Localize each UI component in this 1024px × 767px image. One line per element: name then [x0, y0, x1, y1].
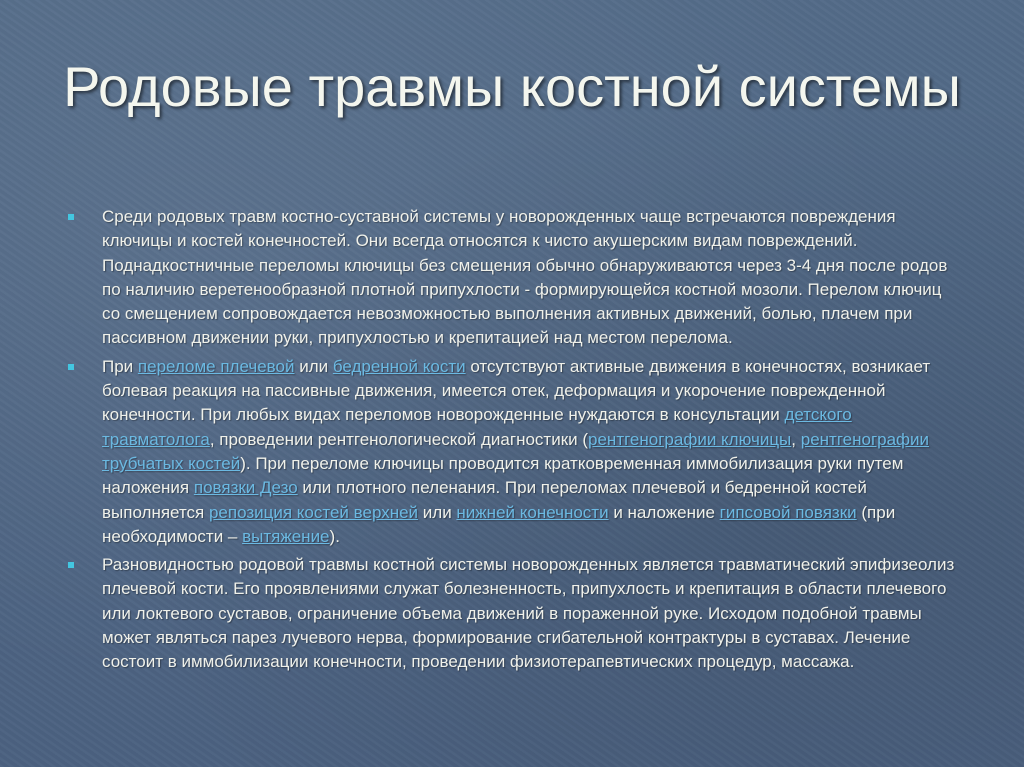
slide-title: Родовые травмы костной системы	[63, 55, 961, 118]
link-humerus-fracture[interactable]: переломе плечевой	[137, 356, 295, 376]
link-clavicle-xray[interactable]: рентгенографии ключицы	[588, 429, 792, 449]
bullet-text: и наложение	[608, 502, 720, 522]
square-bullet-icon	[68, 364, 74, 370]
link-desault-bandage[interactable]: повязки Дезо	[193, 478, 298, 498]
bullet-text: или	[294, 356, 333, 376]
bullet-item-2	[60, 355, 960, 549]
link-lower-limb[interactable]: нижней конечности	[456, 502, 609, 522]
bullet-item-1	[60, 205, 960, 351]
link-pediatric-traumatologist[interactable]: детского травматолога	[102, 405, 852, 449]
bullet-item-3	[60, 553, 960, 674]
bullet-text: ).	[329, 526, 340, 546]
bullet-text: (при необходимости –	[102, 502, 896, 546]
square-bullet-icon	[68, 562, 74, 568]
bullet-text: Разновидностью родовой травмы костной системы новорожденных является травматический эпифизеолиз плечевой кости. Его проявлениями служат болезненность, припухлость и крепитация в области плечевого или локтевого суставов, ограничение объема движений в пораженной руке. Исходом подобной травмы может являться парез лучевого нерва, формирование сгибательной контрактуры в суставах. Лечение состоит в иммобилизации конечности, проведении физиотерапевтических процедур, массажа.	[102, 555, 955, 672]
bullet-text: или плотного пеленания. При переломах плечевой и бедренной костей выполняется	[102, 478, 867, 522]
link-upper-limb-reposition[interactable]: репозиция костей верхней	[208, 502, 419, 522]
link-traction[interactable]: вытяжение	[242, 526, 330, 546]
bullet-text: Среди родовых травм костно-суставной системы у новорожденных чаще встречаются повреждения ключицы и костей конечностей. Они всегда относятся к чисто акушерским видам повреждений. Поднадкостничные переломы ключицы без смещения обычно обнаруживаются через 3-4 дня после родов по наличию веретенообразной плотной припухлости - формирующейся костной мозоли. Перелом ключиц со смещением сопровождается невозможностью выполнения активных движений, болью, плачем при пассивном движении руки, припухлостью и крепитацией над местом перелома.	[102, 207, 948, 348]
bullet-text: При	[102, 356, 138, 376]
bullet-text: ,	[791, 429, 801, 449]
bullet-text: ). При переломе ключицы проводится кратковременная иммобилизация руки путем наложения	[102, 453, 904, 498]
link-plaster-cast[interactable]: гипсовой повязки	[719, 502, 857, 522]
square-bullet-icon	[68, 214, 74, 220]
bullet-text: отсутствуют активные движения в конечностях, возникает болевая реакция на пассивные движения, имеется отек, деформация и укорочение поврежденной конечности. При любых видах переломов новорожденные нуждаются в консультации	[102, 356, 931, 425]
link-tubular-bones-xray[interactable]: рентгенографии трубчатых костей	[102, 429, 930, 473]
bullet-text: , проведении рентгенологической диагностики (	[209, 429, 589, 449]
bullet-list	[60, 205, 960, 679]
link-femur[interactable]: бедренной кости	[332, 356, 466, 376]
bullet-text: или	[418, 502, 457, 522]
